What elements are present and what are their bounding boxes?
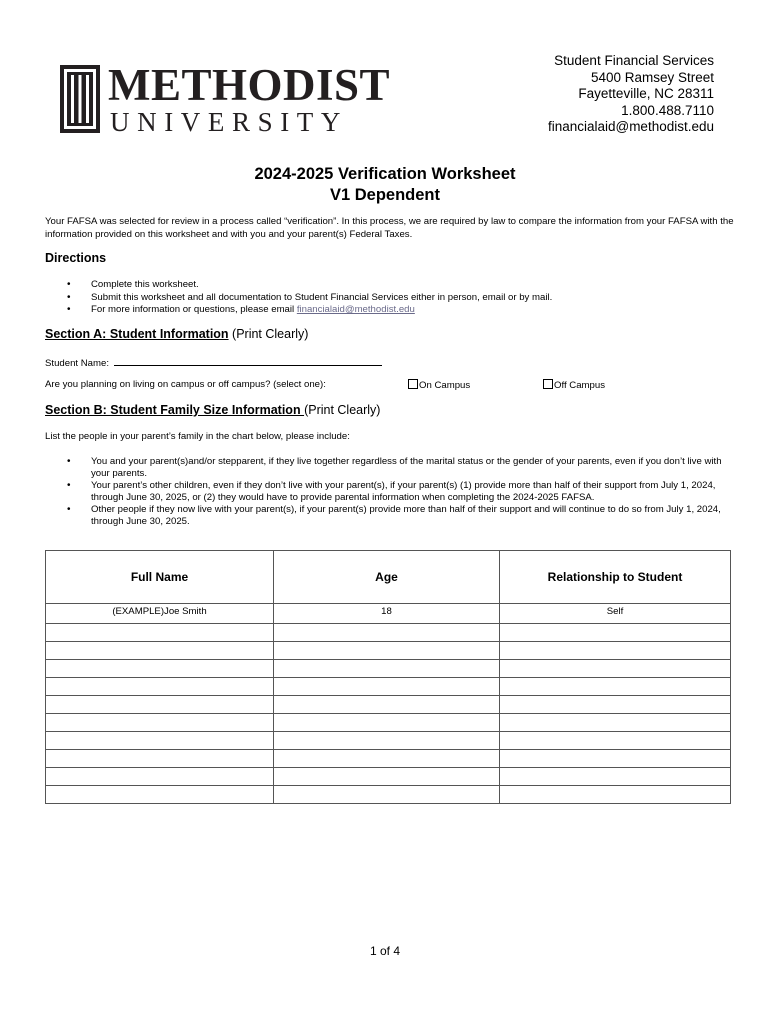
table-row [46,678,731,696]
directions-list [45,279,725,317]
table-header-row [46,551,731,604]
table-row [46,786,731,804]
family-members-list [45,456,735,528]
office-phone: 1.800.488.7110 [621,102,714,118]
section-a-heading: Section A: Student Information (Print Clearly) [45,327,309,341]
relationship-cell[interactable] [500,642,731,660]
on-campus-option[interactable]: On Campus [408,379,470,391]
list-item: • Other people if they now live with your parent(s), if your parent(s) provide more than half of their support and will continue to do so from July 1, 2024, through June 30, 2025. [45,504,735,528]
example-name: (EXAMPLE)Joe Smith [46,604,274,624]
header-relationship: Relationship to Student [500,551,731,604]
email-link[interactable]: financialaid@methodist.edu [296,304,415,315]
family-table [45,550,731,804]
age-cell[interactable] [274,750,500,768]
student-name-label: Student Name: [45,358,112,369]
table-row [46,624,731,642]
age-cell[interactable] [274,696,500,714]
logo-wordmark-university: UNIVERSITY [110,107,348,137]
example-relationship: Self [500,604,731,624]
table-row [46,714,731,732]
page-title [0,164,770,206]
intro-paragraph: Your FAFSA was selected for review in a process called “verification”. In this process, we are required by law to compare the information from your FAFSA with the information provided on this worksheet and with you and your parent(s) Federal Taxes. [45,216,734,240]
relationship-cell[interactable] [500,624,731,642]
office-city: Fayetteville, NC 28311 [578,86,714,101]
table-row [46,732,731,750]
relationship-cell[interactable] [500,750,731,768]
title-line-1: 2024-2025 Verification Worksheet [254,165,516,183]
name-cell[interactable] [46,714,274,732]
office-name: Student Financial Services [554,53,714,68]
relationship-cell[interactable] [500,696,731,714]
title-line-2: V1 Dependent [329,186,441,204]
table-row [46,696,731,714]
age-cell[interactable] [274,786,500,804]
age-cell[interactable] [274,642,500,660]
university-logo [60,60,391,137]
name-cell[interactable] [46,678,274,696]
age-cell[interactable] [274,714,500,732]
header-full-name: Full Name [46,551,274,604]
list-item: • You and your parent(s)and/or stepparent, if they live together regardless of the marital status or the gender of your parents, even if you don’t live with your parents. [45,456,735,480]
table-row [46,642,731,660]
directions-heading: Directions [45,251,107,265]
list-item: • For more information or questions, please email financialaid@methodist.edu [45,304,725,317]
header-age: Age [274,551,500,604]
name-cell[interactable] [46,750,274,768]
page-number: 1 of 4 [369,944,401,958]
age-cell[interactable] [274,660,500,678]
column-emblem-icon [60,65,100,133]
list-item: • Submit this worksheet and all documentation to Student Financial Services either in person, email or by mail. [45,292,725,305]
age-cell[interactable] [274,678,500,696]
office-street: 5400 Ramsey Street [590,69,714,85]
name-cell[interactable] [46,786,274,804]
student-name-field[interactable] [114,355,382,366]
name-cell[interactable] [46,642,274,660]
age-cell[interactable] [274,732,500,750]
section-b-heading: Section B: Student Family Size Information (Print Clearly) [45,403,381,417]
list-item: • Complete this worksheet. [45,279,725,292]
relationship-cell[interactable] [500,714,731,732]
campus-question: Are you planning on living on campus or off campus? (select one): [45,379,326,390]
name-cell[interactable] [46,696,274,714]
relationship-cell[interactable] [500,786,731,804]
table-row [46,768,731,786]
table-row [46,660,731,678]
off-campus-checkbox[interactable] [543,379,553,389]
name-cell[interactable] [46,660,274,678]
list-item: • Your parent’s other children, even if they don’t live with your parent(s), if your parent(s) (1) provide more than half of their support from July 1, 2024, through June 30, 2025, or (2) they would have to provide parental information when completing the 2024-2025 FAFSA. [45,480,735,504]
name-cell[interactable] [46,624,274,642]
relationship-cell[interactable] [500,768,731,786]
name-cell[interactable] [46,732,274,750]
relationship-cell[interactable] [500,678,731,696]
office-email: financialaid@methodist.edu [547,119,714,134]
relationship-cell[interactable] [500,732,731,750]
name-cell[interactable] [46,768,274,786]
example-age: 18 [274,604,500,624]
logo-wordmark-methodist: METHODIST [108,60,391,110]
student-name-row [45,355,382,369]
age-cell[interactable] [274,768,500,786]
office-address [548,53,714,136]
off-campus-option[interactable]: Off Campus [543,379,605,391]
family-list-intro: List the people in your parent’s family in the chart below, please include: [45,431,350,442]
age-cell[interactable] [274,624,500,642]
table-row [46,750,731,768]
example-row [46,604,731,624]
relationship-cell[interactable] [500,660,731,678]
on-campus-checkbox[interactable] [408,379,418,389]
